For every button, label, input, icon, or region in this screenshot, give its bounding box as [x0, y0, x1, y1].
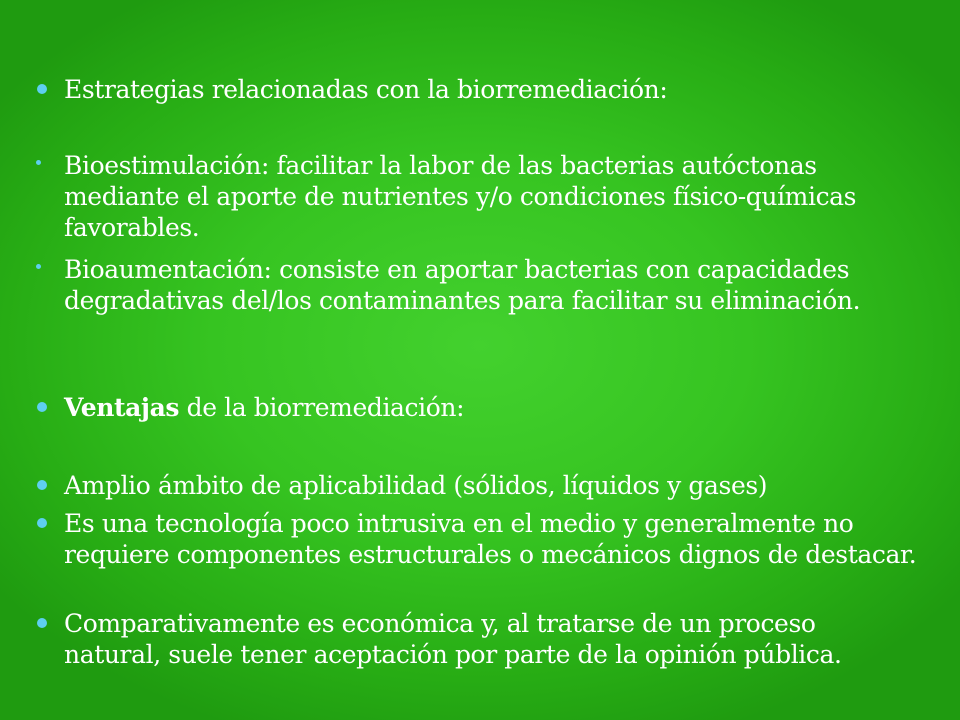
list-item-text: [64, 392, 914, 423]
list-item-text: Bioestimulación: facilitar la labor de las bacterias autóctonas mediante el aporte de nutrientes y/o condiciones físico-químicas favorables.: [64, 151, 857, 242]
bullet-icon: [36, 160, 41, 165]
list-item-rest-text: de la biorremediación:: [179, 393, 465, 422]
bullet-icon: [37, 84, 47, 94]
list-item-text: Es una tecnología poco intrusiva en el medio y generalmente no requiere componentes estructurales o mecánicos dignos de destacar.: [64, 509, 917, 569]
bullet-icon: [37, 480, 47, 490]
list-item-text: Comparativamente es económica y, al tratarse de un proceso natural, suele tener aceptación por parte de la opinión pública.: [64, 609, 842, 669]
list-item-text: Bioaumentación: consiste en aportar bacterias con capacidades degradativas del/los contaminantes para facilitar su eliminación.: [64, 255, 861, 315]
list-item-text: Amplio ámbito de aplicabilidad (sólidos, líquidos y gases): [64, 471, 768, 500]
list-item-text: Estrategias relacionadas con la biorremediación:: [64, 75, 668, 104]
bullet-icon: [37, 618, 47, 628]
bullet-icon: [37, 518, 47, 528]
emphasis-text: Ventajas: [64, 393, 180, 422]
bullet-icon: [36, 264, 41, 269]
bullet-icon: [37, 402, 47, 412]
